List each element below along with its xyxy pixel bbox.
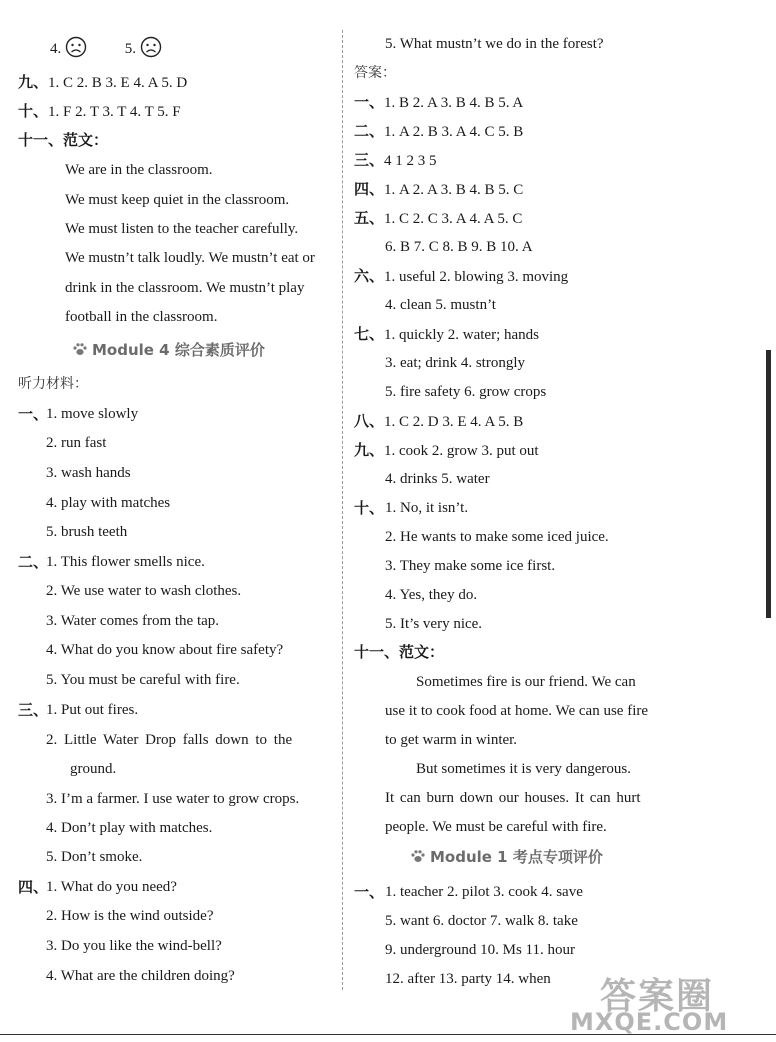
essay-line: We are in the classroom. xyxy=(65,162,213,178)
column-divider xyxy=(342,30,343,990)
module-4-heading xyxy=(72,339,265,360)
listening-material-label: 听力材料： xyxy=(18,376,88,392)
list-item-continuation: ground. xyxy=(70,761,117,777)
watermark-url: MXQE.COM xyxy=(570,1008,729,1036)
answer-text: 1. useful 2. blowing 3. moving xyxy=(384,269,569,285)
section-number: 二、 xyxy=(354,122,385,140)
essay-line: to get warm in winter. xyxy=(385,732,518,748)
answer-text: 1. cook 2. grow 3. put out xyxy=(384,443,539,459)
list-item: 3. wash hands xyxy=(46,465,131,481)
list-item: 2. How is the wind outside? xyxy=(46,908,214,924)
item-5-label: 5. xyxy=(124,41,136,57)
section-number: 五、 xyxy=(354,209,385,227)
list-item: 4. play with matches xyxy=(46,495,171,511)
module-title: Module 1 考点专项评价 xyxy=(430,848,603,866)
answer-text: 4. clean 5. mustn’t xyxy=(385,297,496,313)
sad-face-icon xyxy=(65,36,87,58)
essay-line: But sometimes it is very dangerous. xyxy=(416,761,631,777)
section-10 xyxy=(18,101,181,122)
answer-5 xyxy=(354,208,522,229)
answer-text: 9. underground 10. Ms 11. hour xyxy=(385,942,575,958)
section-number: 十一、 xyxy=(354,643,400,661)
answer-text: 1. B 2. A 3. B 4. B 5. A xyxy=(384,95,524,111)
section-number: 十、 xyxy=(354,499,385,517)
essay-line: drink in the classroom. We mustn’t play xyxy=(65,280,305,296)
essay-line: football in the classroom. xyxy=(65,309,218,325)
list-item: 4. Yes, they do. xyxy=(385,587,478,603)
list-item: 5. You must be careful with fire. xyxy=(46,672,240,688)
sad-face-icon xyxy=(140,36,162,58)
essay-line: It can burn down our houses. It can hurt xyxy=(385,790,641,806)
section-number: 三、 xyxy=(354,151,385,169)
answer-6 xyxy=(354,266,568,287)
answer-11 xyxy=(354,642,444,663)
list-item: 3. Do you like the wind-bell? xyxy=(46,938,222,954)
model-essay-label: 范文： xyxy=(399,643,445,661)
list-item: 4. What do you know about fire safety? xyxy=(46,642,284,658)
list-item: 2. He wants to make some iced juice. xyxy=(385,529,609,545)
answer-text: 1. A 2. B 3. A 4. C 5. B xyxy=(384,124,524,140)
list-item: 5. Don’t smoke. xyxy=(46,849,143,865)
list-item: 1. What do you need? xyxy=(46,879,177,895)
answer-4 xyxy=(354,179,523,200)
answer-7 xyxy=(354,324,539,345)
paw-icon xyxy=(410,849,426,863)
section-number: 十、 xyxy=(18,102,49,120)
answer-8 xyxy=(354,411,523,432)
answer-1 xyxy=(354,92,523,113)
essay-line: people. We must be careful with fire. xyxy=(385,819,607,835)
item-4-label: 4. xyxy=(50,41,62,57)
answer-text: 4 1 2 3 5 xyxy=(384,153,437,169)
answer-text: 1. C 2. C 3. A 4. A 5. C xyxy=(384,211,523,227)
list-item: 1. Put out fires. xyxy=(46,702,139,718)
answer-text: 1. teacher 2. pilot 3. cook 4. save xyxy=(385,884,583,900)
list-item: 5. It’s very nice. xyxy=(385,616,483,632)
answer-text: 4. drinks 5. water xyxy=(385,471,490,487)
list-item: 1. move slowly xyxy=(46,406,139,422)
section-number: 一、 xyxy=(18,405,49,423)
section-number: 九、 xyxy=(354,441,385,459)
answer-text: 5. want 6. doctor 7. walk 8. take xyxy=(385,913,578,929)
essay-line: We must listen to the teacher carefully. xyxy=(65,221,299,237)
paw-icon xyxy=(72,342,88,356)
answers-label: 答案： xyxy=(354,65,396,81)
list-item: 3. Water comes from the tap. xyxy=(46,613,220,629)
essay-line: We mustn’t talk loudly. We mustn’t eat or xyxy=(65,250,315,266)
answer-text: 1. F 2. T 3. T 4. T 5. F xyxy=(48,104,181,120)
top-row xyxy=(50,36,162,59)
section-11 xyxy=(18,130,108,151)
answer-9 xyxy=(354,440,539,461)
module-1-heading xyxy=(410,846,603,867)
section-number: 三、 xyxy=(18,701,49,719)
list-item: 2. run fast xyxy=(46,435,107,451)
essay-line: Sometimes fire is our friend. We can xyxy=(416,674,636,690)
section-9 xyxy=(18,72,187,93)
list-item: 1. This flower smells nice. xyxy=(46,554,205,570)
section-number: 七、 xyxy=(354,325,385,343)
model-essay-label: 范文： xyxy=(63,131,109,149)
essay-line: We must keep quiet in the classroom. xyxy=(65,192,290,208)
answer-text: 5. fire safety 6. grow crops xyxy=(385,384,547,400)
section-number: 八、 xyxy=(354,412,385,430)
list-item: 5. brush teeth xyxy=(46,524,128,540)
list-item: 3. They make some ice first. xyxy=(385,558,556,574)
answer-text: 3. eat; drink 4. strongly xyxy=(385,355,525,371)
list-item: 3. I’m a farmer. I use water to grow crops. xyxy=(46,791,300,807)
list-item: 2. We use water to wash clothes. xyxy=(46,583,242,599)
answer-text: 1. quickly 2. water; hands xyxy=(384,327,539,343)
list-item: 4. Don’t play with matches. xyxy=(46,820,213,836)
list-item: 2. Little Water Drop falls down to the xyxy=(46,732,293,748)
answer-text: 1. C 2. D 3. E 4. A 5. B xyxy=(384,414,524,430)
section-number: 六、 xyxy=(354,267,385,285)
watermark-logo-text: 答案圈 xyxy=(600,976,715,1017)
answer-text: 1. A 2. A 3. B 4. B 5. C xyxy=(384,182,524,198)
answer-2 xyxy=(354,121,523,142)
section-number: 一、 xyxy=(354,93,385,111)
section-number: 一、 xyxy=(354,883,385,901)
answer-text: 1. C 2. B 3. E 4. A 5. D xyxy=(48,75,188,91)
list-item: 4. What are the children doing? xyxy=(46,968,235,984)
list-item: 1. No, it isn’t. xyxy=(385,500,469,516)
module-title: Module 4 综合素质评价 xyxy=(92,341,265,359)
essay-line: use it to cook food at home. We can use fire xyxy=(385,703,649,719)
page-edge-mark xyxy=(766,350,771,618)
section-number: 四、 xyxy=(354,180,385,198)
section-number: 二、 xyxy=(18,553,49,571)
list-item: 5. What mustn’t we do in the forest? xyxy=(385,36,604,52)
answer-text: 12. after 13. party 14. when xyxy=(385,971,551,987)
answer-text: 6. B 7. C 8. B 9. B 10. A xyxy=(385,239,533,255)
answer-3 xyxy=(354,150,437,171)
section-number: 九、 xyxy=(18,73,49,91)
section-number: 十一、 xyxy=(18,131,64,149)
site-watermark xyxy=(560,968,770,1040)
section-number: 四、 xyxy=(18,878,49,896)
